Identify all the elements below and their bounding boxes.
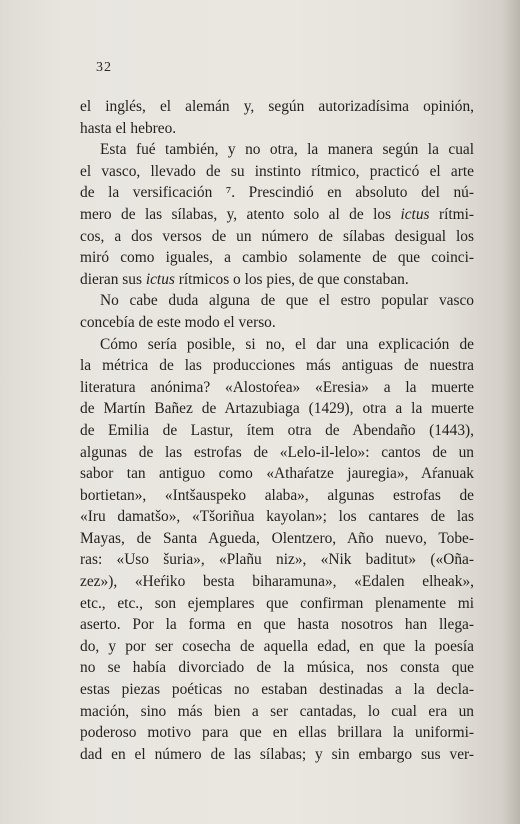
text-line: cos, a dos versos de un número de sílabas desigual los <box>80 227 474 245</box>
text-line: etc., etc., son ejemplares que confirman plenamente mi <box>80 594 474 612</box>
text-line: dad en el número de las sílabas; y sin embargo sus ver- <box>80 745 474 763</box>
text-line: algunas de las estrofas de «Lelo-il-lelo»: cantos de un <box>80 443 474 461</box>
text-line: concebía de este modo el verso. <box>80 313 276 331</box>
text-line: de la versificación ⁷. Prescindió en absoluto del nú- <box>80 184 474 202</box>
text-line: de Martín Bañez de Artazubiaga (1429), otra a la muerte <box>80 400 474 418</box>
text-line: aserto. Por la forma en que hasta nosotros han llega- <box>80 616 474 634</box>
text-line: dieran sus ictus rítmicos o los pies, de que constaban. <box>80 270 409 288</box>
text-line: estas piezas poéticas no estaban destinadas a la decla- <box>80 681 474 699</box>
body-text <box>80 96 474 765</box>
page-number: 32 <box>96 60 112 75</box>
text-line: miró como iguales, a cambio solamente de que coinci- <box>80 249 474 267</box>
text-line: mero de las sílabas, y, atento solo al de los ictus rítmi- <box>80 205 474 223</box>
text-line: bortietan», «Intšauspeko alaba», algunas estrofas de <box>80 486 474 504</box>
text-line: Esta fué también, y no otra, la manera según la cual <box>100 141 474 159</box>
text-line: el vasco, llevado de su instinto rítmico, practicó el arte <box>80 162 474 180</box>
text-line: mación, sino más bien a ser cantadas, lo cual era un <box>80 702 474 720</box>
text-line: Mayas, de Santa Agueda, Olentzero, Año nuevo, Tobe- <box>80 529 474 547</box>
text-line: de Emilia de Lastur, ítem otra de Abendaño (1443), <box>80 421 474 439</box>
italic-term: ictus <box>400 205 430 223</box>
text-line: no se había divorciado de la música, nos consta que <box>80 659 474 677</box>
text-line: «Iru damatšo», «Tšoriñua kayolan»; los cantares de las <box>80 508 474 526</box>
text-line: ras: «Uso šuria», «Plañu niz», «Nik baditut» («Oña- <box>80 551 474 569</box>
italic-term: ictus <box>145 270 175 288</box>
text-line: zez»), «Heŕiko besta biharamuna», «Edalen elheak», <box>80 573 474 591</box>
text-line: poderoso motivo para que en ellas brillara la uniformi- <box>80 724 474 742</box>
text-line: el inglés, el alemán y, según autorizadísima opinión, <box>80 98 474 115</box>
text-line: hasta el hebreo. <box>80 119 177 137</box>
text-line: literatura anónima? «Alostoŕea» «Eresia» a la muerte <box>80 378 474 396</box>
text-line: sabor tan antiguo como «Athaŕatze jauregia», Aŕanuak <box>80 465 474 483</box>
text-line: No cabe duda alguna de que el estro popular vasco <box>100 292 474 310</box>
text-line: Cómo sería posible, si no, el dar una explicación de <box>100 335 474 353</box>
text-line: la métrica de las producciones más antiguas de nuestra <box>80 357 474 375</box>
text-line: do, y por ser cosecha de aquella edad, en que la poesía <box>80 637 474 655</box>
page-edge-shadow <box>502 0 520 824</box>
